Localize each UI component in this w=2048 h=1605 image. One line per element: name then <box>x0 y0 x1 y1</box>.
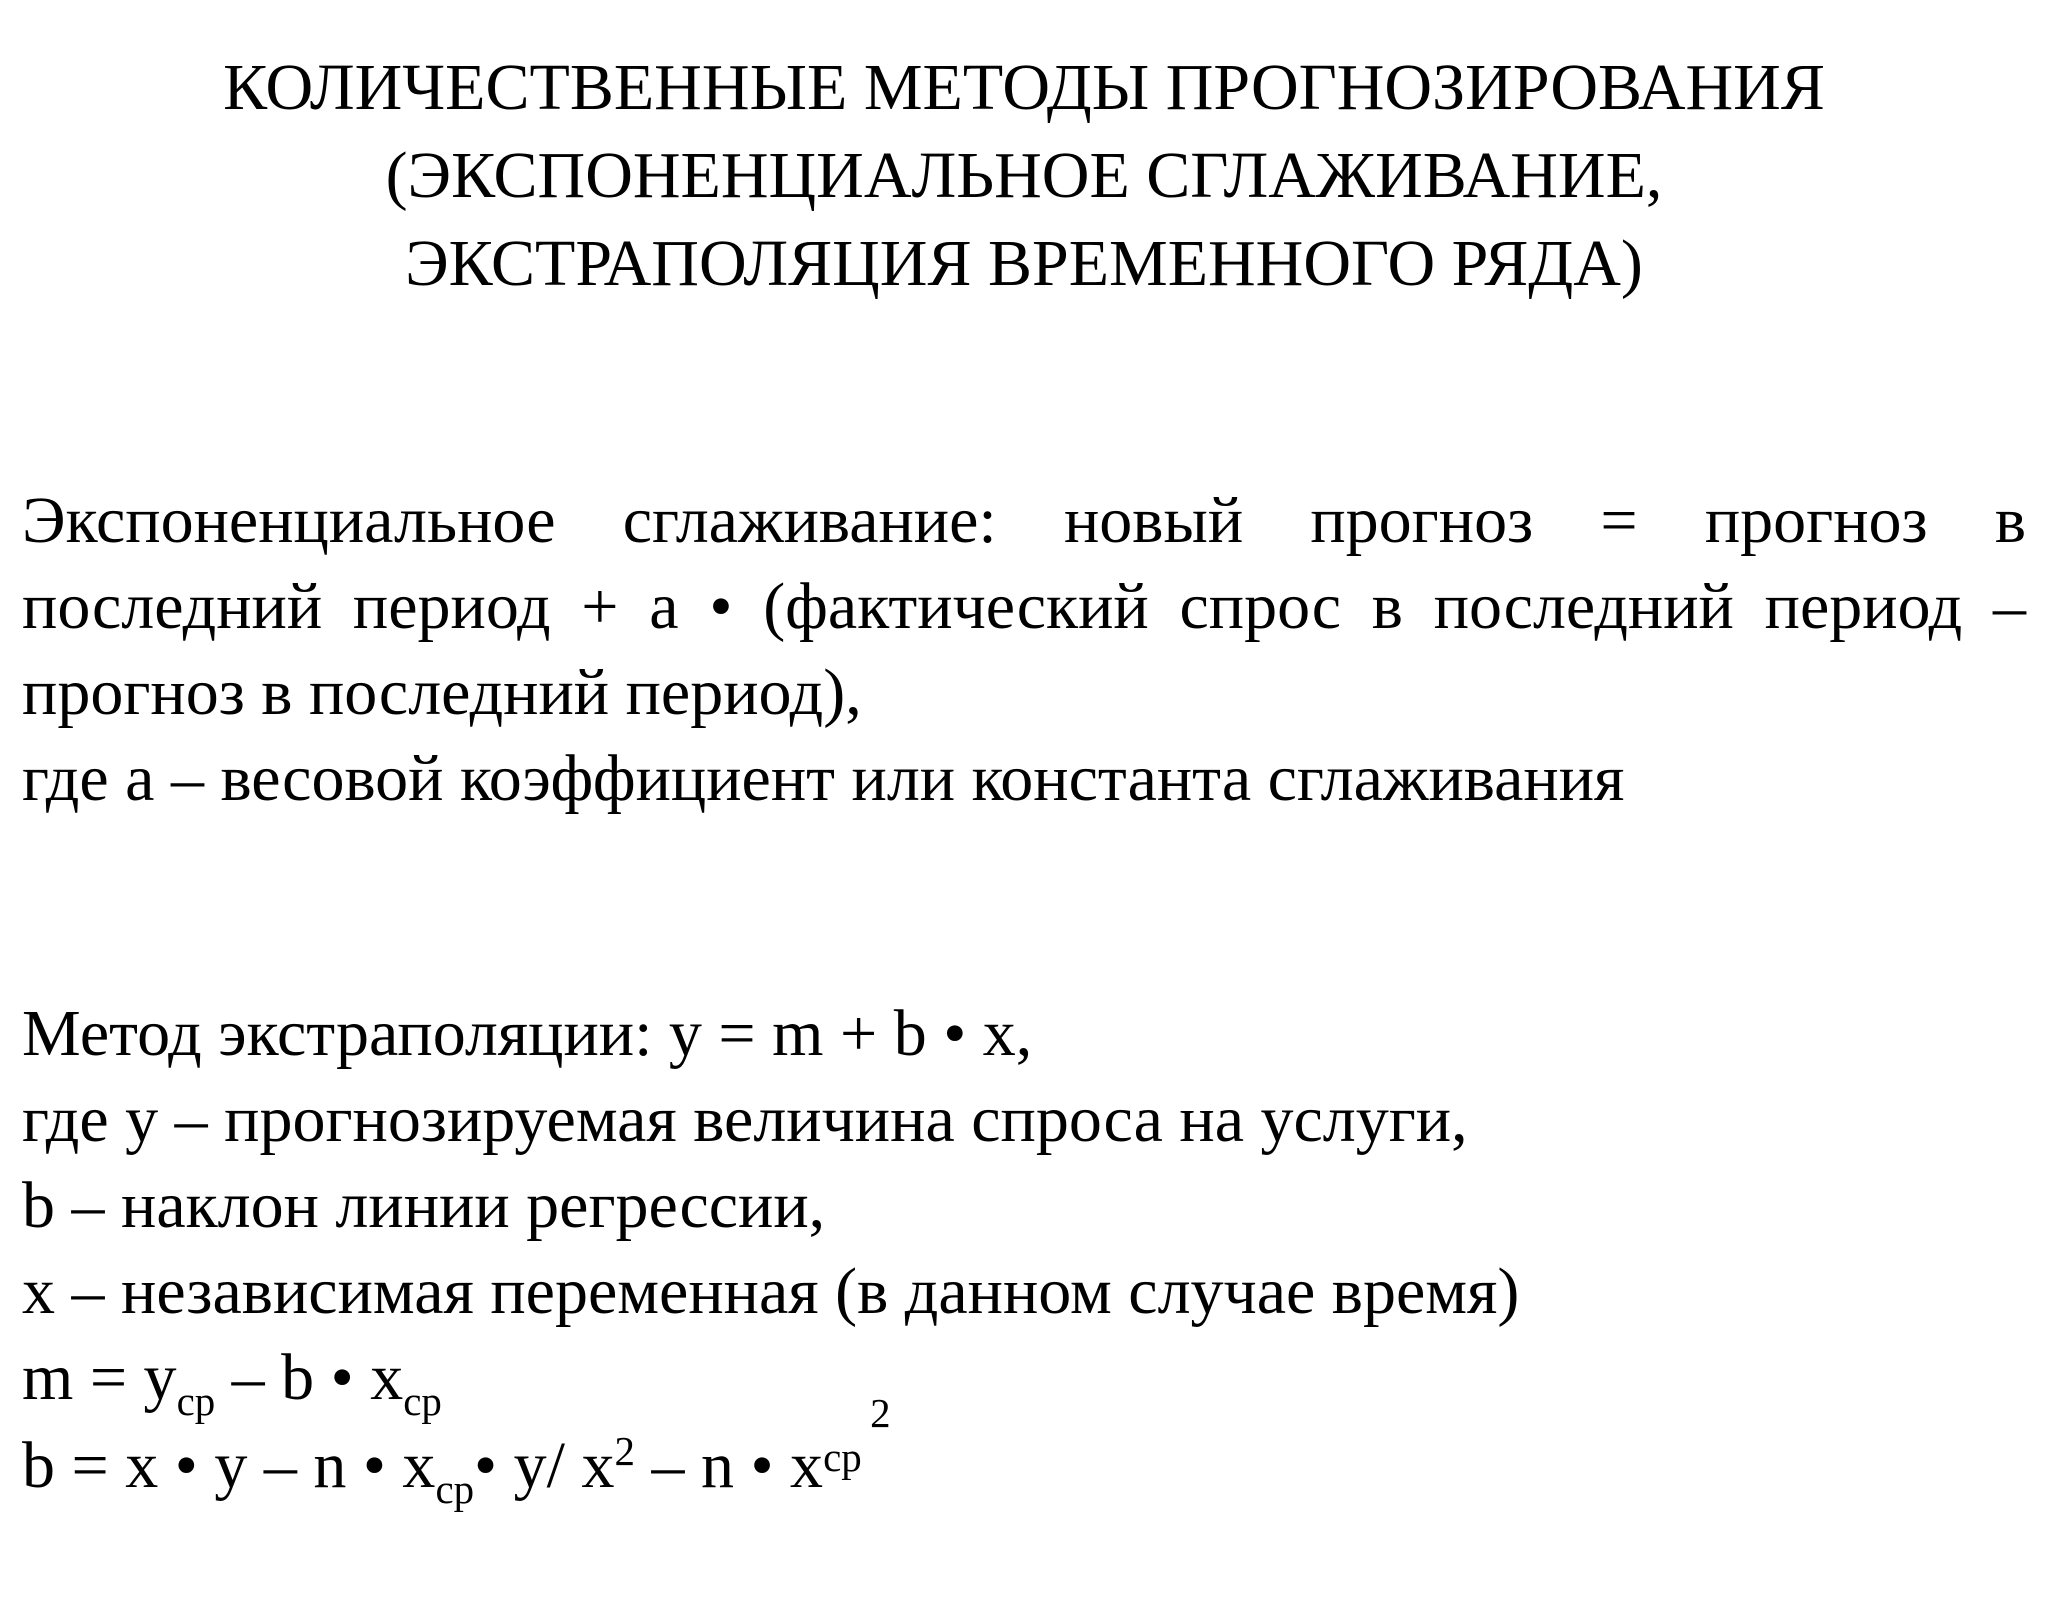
formula-m-subscript-2: ср <box>403 1378 442 1424</box>
formula-b-part-2: • y/ x <box>474 1429 615 1502</box>
page-title <box>0 44 2048 308</box>
formula-b-superscript-1: 2 <box>614 1428 635 1474</box>
formula-m-part-2: – b • x <box>215 1341 404 1414</box>
extrapolation-line-3: b – наклон линии регрессии, <box>22 1169 826 1242</box>
formula-m-part-1: m = y <box>22 1341 177 1414</box>
title-line-2: (ЭКСПОНЕНЦИАЛЬНОЕ СГЛАЖИВАНИЕ, <box>385 139 1663 212</box>
formula-b-superscript-2: 2 <box>870 1391 891 1437</box>
extrapolation-line-2: где y – прогнозируемая величина спроса на услуги, <box>22 1083 1468 1156</box>
formula-m <box>22 1335 2026 1424</box>
title-line-1: КОЛИЧЕСТВЕННЫЕ МЕТОДЫ ПРОГНОЗИРОВАНИЯ <box>223 51 1825 124</box>
title-line-3: ЭКСТРАПОЛЯЦИЯ ВРЕМЕННОГО РЯДА) <box>405 227 1643 300</box>
smoothing-line-1: Экспоненциальное сглаживание: новый прогноз = прогноз в <box>22 484 2026 557</box>
smoothing-line-3: прогноз в последний период), <box>22 656 862 729</box>
formula-m-subscript-1: ср <box>176 1378 216 1424</box>
formula-b-part-1: b = x • y – n • x <box>22 1429 436 1502</box>
exponential-smoothing-section <box>22 478 2026 822</box>
smoothing-line-4: где a – весовой коэффициент или константа сглаживания <box>22 742 1625 815</box>
formula-b <box>22 1391 2026 1512</box>
smoothing-line-2: последний период + a • (фактический спрос в последний период – <box>22 570 2026 643</box>
extrapolation-line-1: Метод экстраполяции: y = m + b • x, <box>22 997 1033 1070</box>
extrapolation-section <box>22 991 2026 1512</box>
formula-b-part-3: – n • x <box>634 1429 824 1502</box>
extrapolation-line-4: x – независимая переменная (в данном случае время) <box>22 1255 1520 1328</box>
formula-b-subscript-2: ср <box>823 1435 862 1481</box>
formula-b-subsup <box>823 1391 891 1487</box>
formula-b-subscript-1: ср <box>435 1466 475 1512</box>
